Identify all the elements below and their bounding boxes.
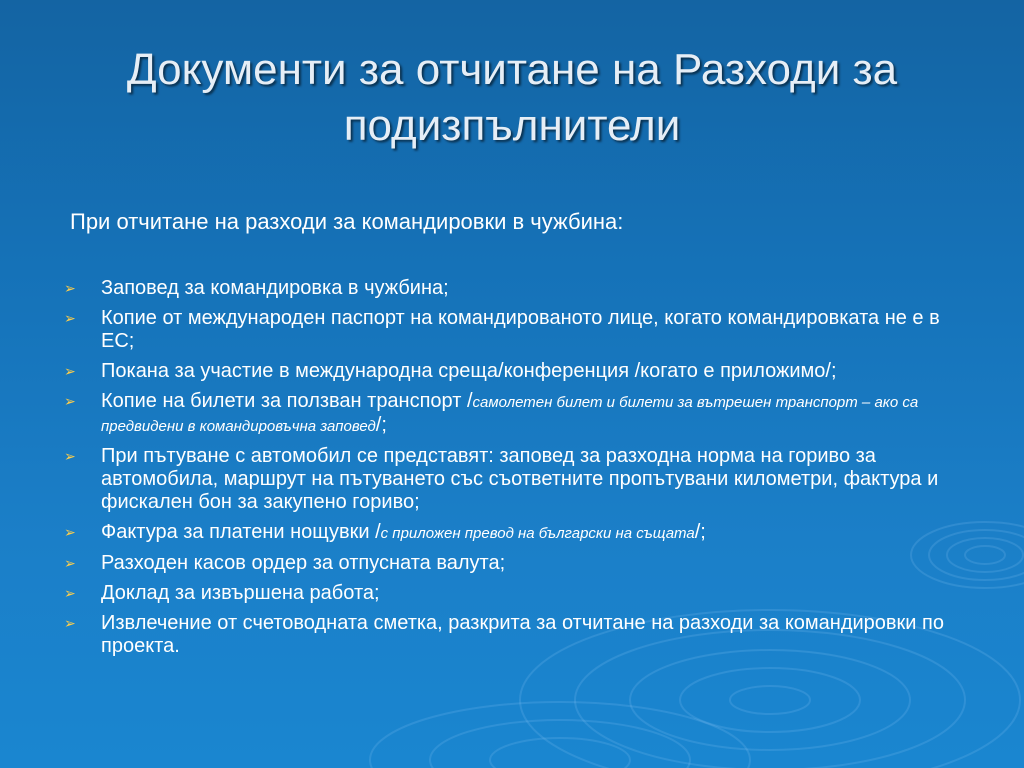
list-item [60,307,960,353]
slide-title: Документи за отчитане на Разходи за подизпълнители [126,45,898,150]
list-item-text: Копие на билети за ползван транспорт / [101,390,473,412]
list-item-tail: /; [694,521,706,543]
arrow-bullet-icon: ➢ [64,363,76,379]
arrow-bullet-icon: ➢ [64,310,76,326]
list-item-text: Заповед за командировка в чужбина; [101,277,449,299]
list-item-text: Фактура за платени нощувки / [101,521,381,543]
list-item-text: При пътуване с автомобил се представят: заповед за разходна норма на гориво за автомобила, маршрут на пътуването със съответните пропътувани километри, фактура и фискален бон за закупено гориво; [101,445,939,513]
list-item [60,445,960,514]
list-item-note: с приложен превод на български на същата [380,525,695,542]
list-item [60,390,960,438]
list-item-text: Покана за участие в международна среща/конференция /когато е приложимо/; [101,360,837,382]
list-item-text: Разходен касов ордер за отпусната валута; [101,552,506,574]
list-item [60,552,960,575]
list-item [60,612,960,658]
list-item-text: Копие от международен паспорт на командированото лице, когато командировката не е в ЕС; [101,307,940,352]
list-item-text: Извлечение от счетоводната сметка, разкрита за отчитане на разходи за командировки по проекта. [101,612,944,657]
arrow-bullet-icon: ➢ [64,524,76,540]
arrow-bullet-icon: ➢ [64,393,76,409]
slide-subtitle: При отчитане на разходи за командировки в чужбина: [70,209,624,234]
arrow-bullet-icon: ➢ [64,615,76,631]
list-item-text: Доклад за извършена работа; [101,582,380,604]
arrow-bullet-icon: ➢ [64,555,76,571]
list-item-tail: /; [375,414,387,436]
arrow-bullet-icon: ➢ [64,585,76,601]
arrow-bullet-icon: ➢ [64,448,76,464]
list-item-note: самолетен билет и билети за вътрешен транспорт – ако са предвидени в командировъчна заповед [101,394,919,435]
list-item [60,521,960,545]
bullet-list [60,277,960,665]
list-item [60,582,960,605]
list-item [60,277,960,300]
arrow-bullet-icon: ➢ [64,280,76,296]
list-item [60,360,960,383]
